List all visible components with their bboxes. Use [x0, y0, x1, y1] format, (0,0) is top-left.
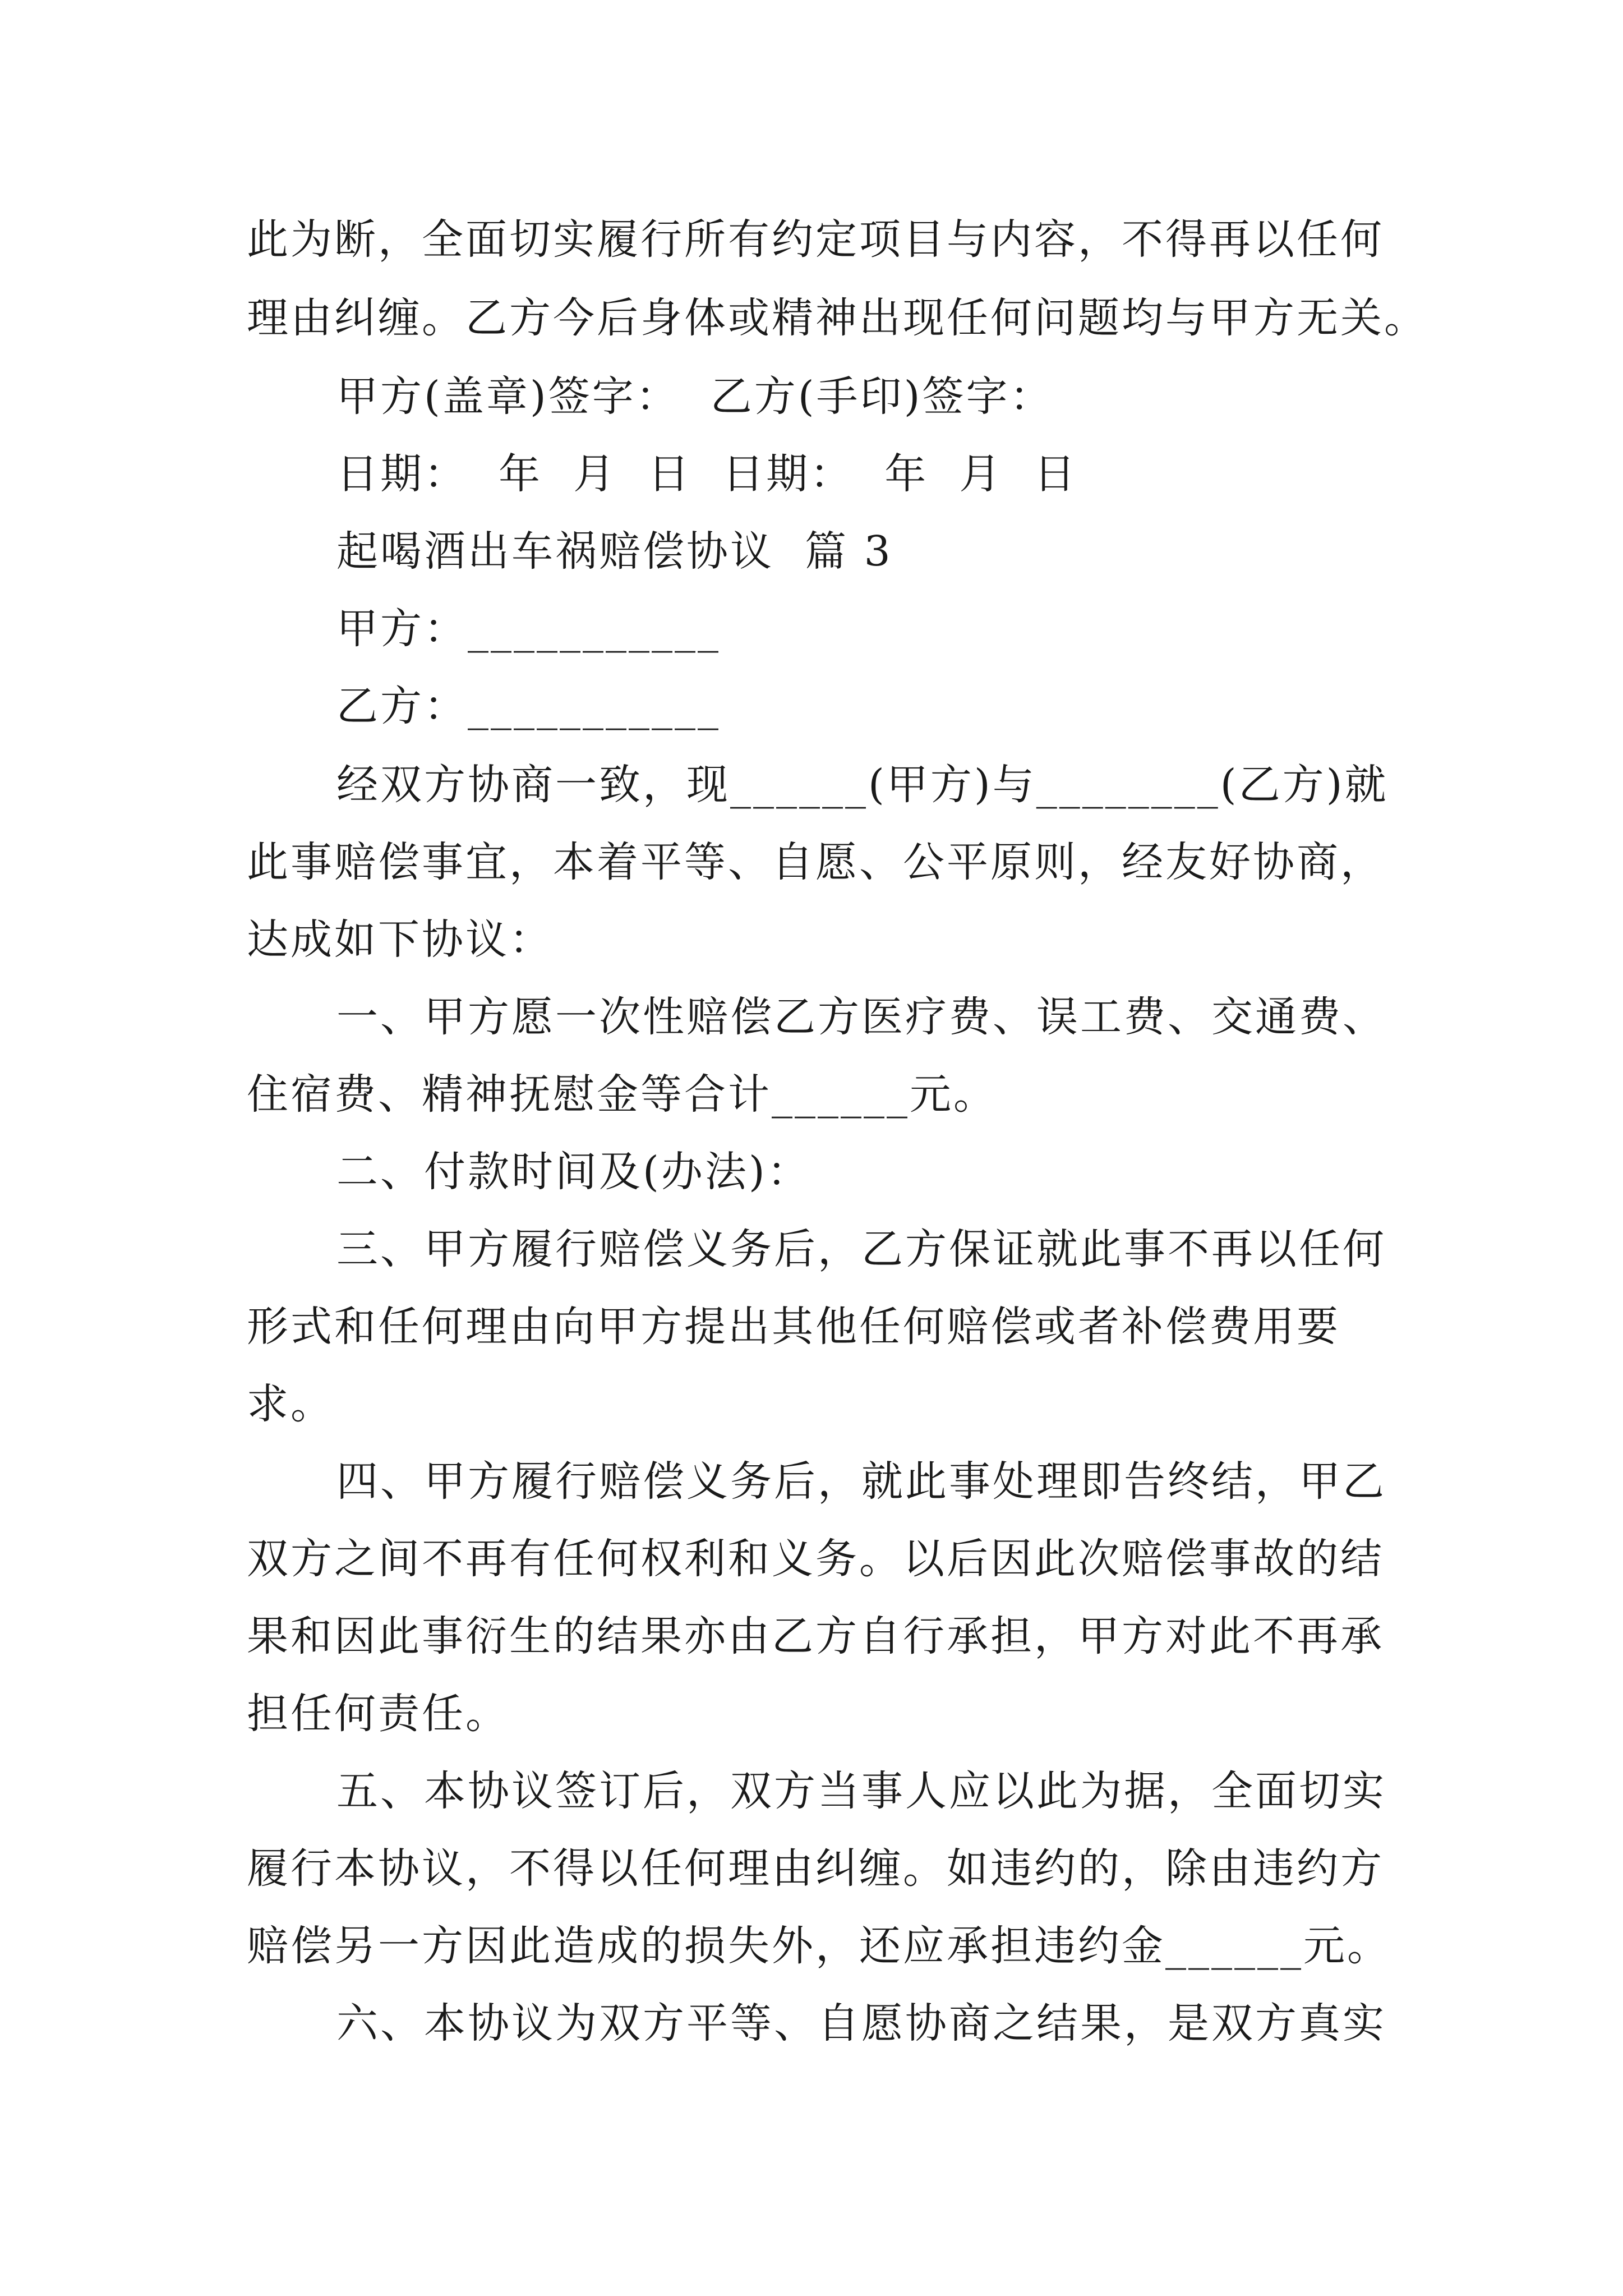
clause-2: 二、付款时间及(办法)：	[336, 1148, 811, 1196]
text-line: 双方之间不再有任何权利和义务。以后因此次赔偿事故的结	[247, 1535, 1384, 1583]
text-line: 履行本协议，不得以任何理由纠缠。如违约的，除由违约方	[247, 1844, 1384, 1893]
party-b-line: 乙方：___________	[336, 682, 721, 730]
clause-5: 五、本协议签订后，双方当事人应以此为据，全面切实	[336, 1767, 1386, 1815]
text-line: 求。	[247, 1380, 334, 1428]
text-line: 住宿费、精神抚慰金等合计______元。	[247, 1070, 997, 1119]
text-line: 此事赔偿事宜，本着平等、自愿、公平原则，经友好协商，	[247, 838, 1384, 886]
date-line: 日期： 年 月 日 日期： 年 月 日	[336, 450, 1078, 498]
text-line: 担任何责任。	[247, 1690, 509, 1738]
text-line: 经双方协商一致，现______(甲方)与________(乙方)就	[336, 761, 1389, 809]
party-a-line: 甲方：___________	[336, 605, 721, 653]
text-line: 赔偿另一方因此造成的损失外，还应承担违约金______元。	[247, 1922, 1391, 1970]
text-line: 形式和任何理由向甲方提出其他任何赔偿或者补偿费用要	[247, 1303, 1340, 1351]
text-line: 此为断，全面切实履行所有约定项目与内容，不得再以任何	[247, 215, 1384, 264]
text-line: 果和因此事衍生的结果亦由乙方自行承担，甲方对此不再承	[247, 1612, 1384, 1660]
clause-3: 三、甲方履行赔偿义务后，乙方保证就此事不再以任何	[336, 1225, 1386, 1273]
text-line: 理由纠缠。乙方今后身体或精神出现任何问题均与甲方无关。	[247, 294, 1428, 342]
signature-line: 甲方(盖章)签字： 乙方(手印)签字：	[336, 372, 1054, 421]
clause-6: 六、本协议为双方平等、自愿协商之结果，是双方真实	[336, 1999, 1386, 2047]
text-line: 达成如下协议：	[247, 915, 553, 964]
clause-1: 一、甲方愿一次性赔偿乙方医疗费、误工费、交通费、	[336, 993, 1386, 1041]
clause-4: 四、甲方履行赔偿义务后，就此事处理即告终结，甲乙	[336, 1457, 1386, 1506]
section-title: 起喝酒出车祸赔偿协议 篇 3	[336, 527, 893, 576]
